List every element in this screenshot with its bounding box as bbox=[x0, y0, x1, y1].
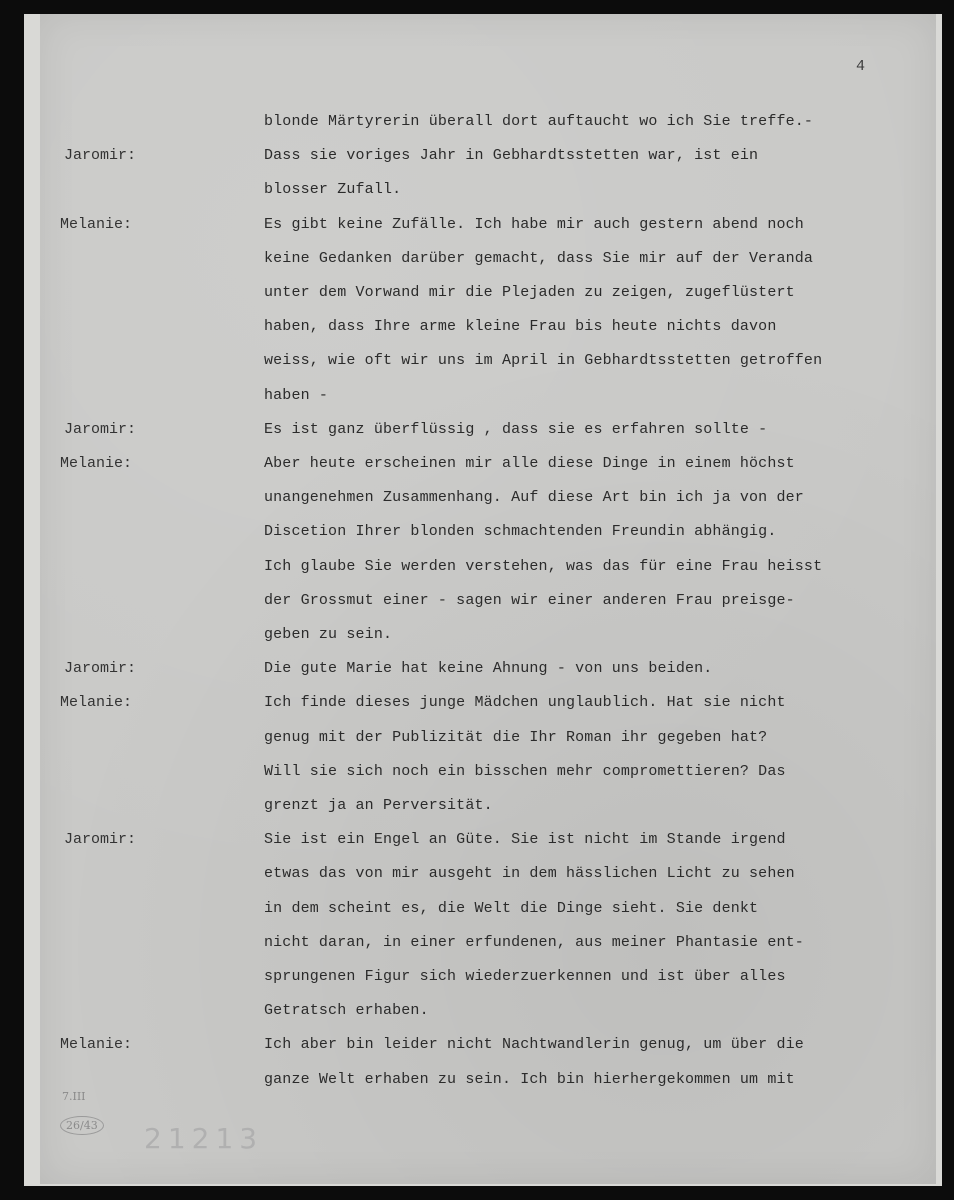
dialogue-line bbox=[0, 284, 954, 318]
dialogue-text: in dem scheint es, die Welt die Dinge sieht. Sie denkt bbox=[264, 899, 759, 917]
dialogue-text: grenzt ja an Perversität. bbox=[264, 797, 493, 814]
dialogue-line bbox=[0, 592, 954, 626]
speaker-label: Jaromir: bbox=[64, 420, 137, 438]
dialogue-line bbox=[0, 763, 954, 797]
archive-shelfmark: 7.III bbox=[62, 1090, 86, 1103]
dialogue-text: haben - bbox=[264, 386, 329, 404]
dialogue-text: unangenehmen Zusammenhang. Auf diese Art bin ich ja von der bbox=[264, 489, 804, 507]
dialogue-line bbox=[0, 626, 954, 660]
dialogue-line bbox=[0, 387, 954, 421]
dialogue-line bbox=[0, 147, 954, 181]
dialogue-text: Dass sie voriges Jahr in Gebhardtsstetten war, ist ein bbox=[264, 147, 759, 165]
dialogue-text: etwas das von mir ausgeht in dem hässlichen Licht zu sehen bbox=[264, 865, 795, 883]
dialogue-line bbox=[0, 113, 954, 147]
speaker-label: Melanie: bbox=[60, 694, 133, 712]
dialogue-line bbox=[0, 660, 954, 694]
dialogue-line bbox=[0, 318, 954, 352]
dialogue-text: blonde Märtyrerin überall dort auftaucht wo ich Sie treffe.- bbox=[264, 113, 814, 130]
dialogue-line bbox=[0, 181, 954, 215]
speaker-label: Jaromir: bbox=[64, 831, 137, 849]
dialogue-text: Getratsch erhaben. bbox=[264, 1002, 429, 1020]
dialogue-text: nicht daran, in einer erfundenen, aus meiner Phantasie ent- bbox=[264, 933, 804, 951]
page-number: 4 bbox=[856, 58, 866, 75]
dialogue-text: blosser Zufall. bbox=[264, 181, 402, 199]
dialogue-line bbox=[0, 900, 954, 934]
dialogue-text: haben, dass Ihre arme kleine Frau bis heute nichts davon bbox=[264, 318, 777, 336]
dialogue-text: Ich aber bin leider nicht Nachtwandlerin genug, um über die bbox=[264, 1036, 804, 1054]
dialogue-text: ganze Welt erhaben zu sein. Ich bin hierhergekommen um mit bbox=[264, 1070, 795, 1088]
dialogue-text: genug mit der Publizität die Ihr Roman ihr gegeben hat? bbox=[264, 728, 768, 746]
dialogue-line bbox=[0, 1036, 954, 1070]
dialogue-line bbox=[0, 421, 954, 455]
archive-circled-number: 26/43 bbox=[60, 1116, 104, 1135]
dialogue-text: Sie ist ein Engel an Güte. Sie ist nicht im Stande irgend bbox=[264, 831, 786, 849]
dialogue-line bbox=[0, 797, 954, 831]
dialogue-line bbox=[0, 250, 954, 284]
dialogue-line bbox=[0, 489, 954, 523]
dialogue-text: Ich finde dieses junge Mädchen unglaublich. Hat sie nicht bbox=[264, 694, 786, 712]
dialogue-text: Die gute Marie hat keine Ahnung - von uns beiden. bbox=[264, 660, 713, 678]
dialogue-text: der Grossmut einer - sagen wir einer anderen Frau preisge- bbox=[264, 591, 795, 609]
dialogue-line bbox=[0, 216, 954, 250]
dialogue-text: Discetion Ihrer blonden schmachtenden Freundin abhängig. bbox=[264, 523, 777, 541]
dialogue-text: Ich glaube Sie werden verstehen, was das für eine Frau heisst bbox=[264, 557, 823, 575]
dialogue-line bbox=[0, 729, 954, 763]
dialogue-line bbox=[0, 455, 954, 489]
dialogue-text: unter dem Vorwand mir die Plejaden zu zeigen, zugeflüstert bbox=[264, 284, 795, 301]
dialogue-text: keine Gedanken darüber gemacht, dass Sie mir auf der Veranda bbox=[264, 249, 814, 267]
dialogue-text: geben zu sein. bbox=[264, 626, 393, 643]
speaker-label: Melanie: bbox=[60, 455, 133, 472]
dialogue-text: Will sie sich noch ein bisschen mehr compromettieren? Das bbox=[264, 762, 786, 780]
dialogue-line bbox=[0, 968, 954, 1002]
dialogue-line bbox=[0, 352, 954, 386]
speaker-label: Jaromir: bbox=[64, 147, 137, 165]
archive-annotations bbox=[58, 1090, 278, 1160]
dialogue-line bbox=[0, 865, 954, 899]
dialogue-line bbox=[0, 694, 954, 728]
archive-inventory-number: 21213 bbox=[144, 1122, 264, 1155]
speaker-label: Melanie: bbox=[60, 1036, 133, 1054]
dialogue-text: weiss, wie oft wir uns im April in Gebhardtsstetten getroffen bbox=[264, 352, 823, 370]
speaker-label: Jaromir: bbox=[64, 660, 137, 678]
dialogue-text: Es ist ganz überflüssig , dass sie es erfahren sollte - bbox=[264, 420, 768, 438]
dialogue-text: sprungenen Figur sich wiederzuerkennen und ist über alles bbox=[264, 968, 786, 985]
dialogue-line bbox=[0, 1002, 954, 1036]
dialogue-line bbox=[0, 934, 954, 968]
dialogue-text: Aber heute erscheinen mir alle diese Dinge in einem höchst bbox=[264, 455, 795, 472]
dialogue-line bbox=[0, 523, 954, 557]
speaker-label: Melanie: bbox=[60, 215, 133, 233]
dialogue-line bbox=[0, 558, 954, 592]
dialogue-line bbox=[0, 831, 954, 865]
dialogue-text: Es gibt keine Zufälle. Ich habe mir auch gestern abend noch bbox=[264, 215, 804, 233]
